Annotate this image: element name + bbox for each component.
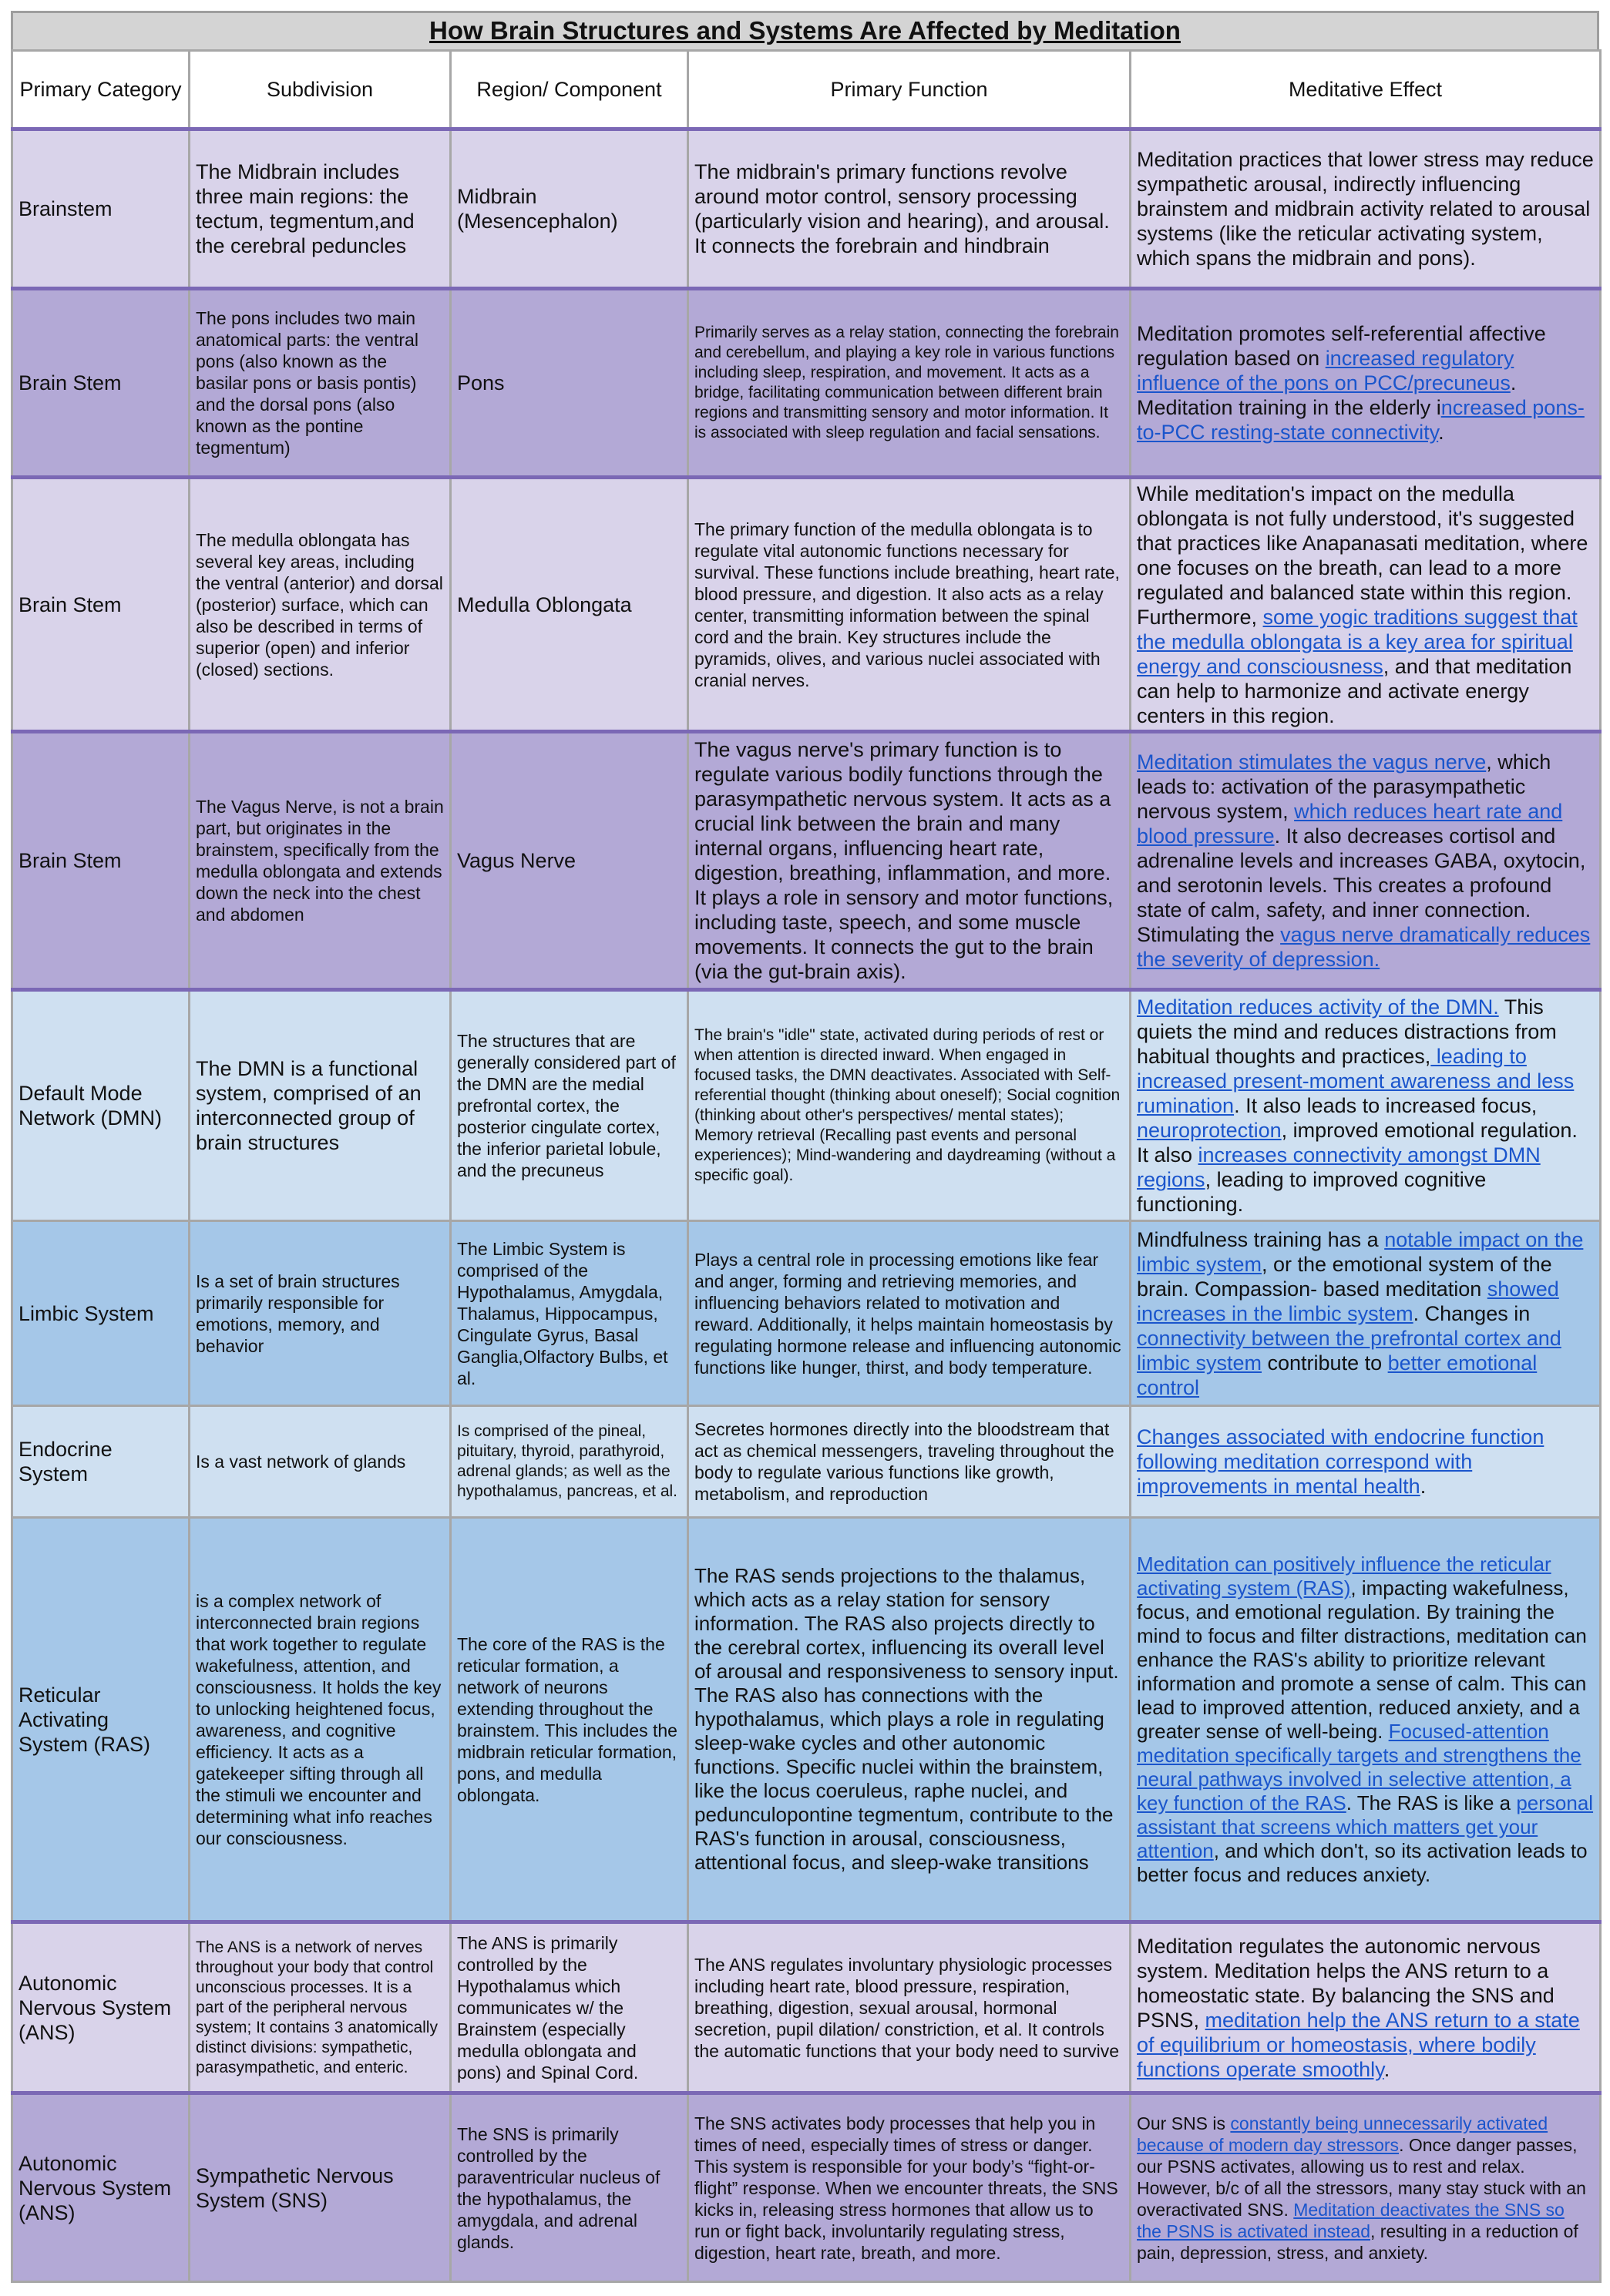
cell-region: The SNS is primarily controlled by the paraventricular nucleus of the hypothalamus, the amygdala, and adrenal glands. bbox=[451, 2093, 688, 2282]
cell-category: Default Mode Network (DMN) bbox=[12, 990, 190, 1221]
cell-subdivision: The Vagus Nerve, is not a brain part, but originates in the brainstem, specifically from the medulla oblongata and extends down the neck into the chest and abdomen bbox=[190, 732, 451, 990]
cell-function: The SNS activates body processes that help you in times of need, especially times of stress or danger. This system is responsible for your body’s “fight-or-flight” response. When we encounter threats, the SNS kicks in, releasing stress hormones that allow us to run or fight back, involuntarily regulating stress, digestion, heart rate, breath, and more. bbox=[688, 2093, 1131, 2282]
cell-function: Plays a central role in processing emotions like fear and anger, forming and retrieving memories, and influencing behaviors related to motivation and reward. Additionally, it helps maintain homeostasis by regulating hormone release and influencing autonomic functions like hunger, thirst, and body temperature. bbox=[688, 1221, 1131, 1406]
table-row bbox=[12, 478, 1601, 732]
brain-meditation-table bbox=[11, 49, 1602, 2283]
cell-subdivision: The pons includes two main anatomical parts: the ventral pons (also known as the basilar pons or basis pontis) and the dorsal pons (also known as the pontine tegmentum) bbox=[190, 289, 451, 478]
cell-function: The brain's "idle" state, activated during periods of rest or when attention is directed inward. When engaged in focused tasks, the DMN deactivates. Associated with Self-referential thought (thinking about oneself); Social cognition (thinking about other's perspectives/ mental states); Memory retrieval (Recalling past events and personal experiences); Mind-wandering and daydreaming (without a specific goal). bbox=[688, 990, 1131, 1221]
cell-region: The core of the RAS is the reticular formation, a network of neurons extending throughout the brainstem. This includes the midbrain reticular formation, pons, and medulla oblongata. bbox=[451, 1518, 688, 1922]
cell-category: Brainstem bbox=[12, 129, 190, 289]
effect-text: Meditation practices that lower stress may reduce sympathetic arousal, indirectly influencing brainstem and midbrain activity related to arousal systems (like the reticular activating system, which spans the midbrain and pons). bbox=[1137, 148, 1594, 270]
cell-effect bbox=[1131, 1221, 1601, 1406]
cell-subdivision: Is a vast network of glands bbox=[190, 1406, 451, 1518]
cell-region: Medulla Oblongata bbox=[451, 478, 688, 732]
cell-effect bbox=[1131, 990, 1601, 1221]
effect-text: , and which don't, so its activation leads to better focus and reduces anxiety. bbox=[1137, 1838, 1588, 1886]
effect-text: , improved emotional regulation. It also bbox=[1137, 1119, 1578, 1166]
table-row bbox=[12, 732, 1601, 990]
effect-text: , or the emotional system of the brain. Compassion- based meditation bbox=[1137, 1252, 1552, 1301]
table-row bbox=[12, 2093, 1601, 2282]
effect-reference-link[interactable]: ncreased pons-to-PCC resting-state connectivity bbox=[1137, 396, 1585, 444]
header-row bbox=[12, 51, 1601, 129]
cell-subdivision: is a complex network of interconnected brain regions that work together to regulate wakefulness, attention, and consciousness. It holds the key to unlocking heightened focus, awareness, and cognitive efficiency. It acts as a gatekeeper sifting through all the stimuli we encounter and determining what info reaches our consciousness. bbox=[190, 1518, 451, 1922]
cell-function: The ANS regulates involuntary physiologic processes including heart rate, blood pressure, respiration, breathing, digestion, sexual arousal, hormonal secretion, pupil dilation/ constriction, et al. It controls the automatic functions that your body need to survive bbox=[688, 1922, 1131, 2093]
effect-reference-link[interactable]: vagus nerve dramatically reduces the severity of depression. bbox=[1137, 923, 1591, 971]
header-primary-category: Primary Category bbox=[12, 51, 190, 129]
cell-effect bbox=[1131, 1922, 1601, 2093]
table-row bbox=[12, 1922, 1601, 2093]
effect-reference-link[interactable]: neuroprotection bbox=[1137, 1119, 1282, 1142]
effect-text: While meditation's impact on the medulla oblongata is not fully understood, it's suggested that practices like Anapanasati meditation, where one focuses on the breath, can lead to a more regulated and balanced state within this region. Furthermore, bbox=[1137, 482, 1588, 629]
table-row bbox=[12, 1406, 1601, 1518]
cell-function: The vagus nerve's primary function is to regulate various bodily functions through the parasympathetic nervous system. It acts as a crucial link between the brain and many internal organs, influencing heart rate, digestion, breathing, inflammation, and more. It plays a role in sensory and motor functions, including taste, speech, and some muscle movements. It connects the gut to the brain (via the gut-brain axis). bbox=[688, 732, 1131, 990]
cell-subdivision: Sympathetic Nervous System (SNS) bbox=[190, 2093, 451, 2282]
effect-reference-link[interactable]: Focused-attention meditation specifically targets and strengthens the neural pathways involved in selective attention, a key function of the RAS bbox=[1137, 1719, 1581, 1814]
table-row bbox=[12, 1518, 1601, 1922]
cell-effect bbox=[1131, 478, 1601, 732]
effect-reference-link[interactable]: increases connectivity amongst DMN regions bbox=[1137, 1143, 1541, 1191]
cell-function: Primarily serves as a relay station, connecting the forebrain and cerebellum, and playing a key role in various functions including sleep, respiration, and movement. It acts as a bridge, facilitating communication between different brain regions and transmitting sensory and motor information. It is associated with sleep regulation and facial sensations. bbox=[688, 289, 1131, 478]
cell-function: The midbrain's primary functions revolve around motor control, sensory processing (particularly vision and hearing), and arousal. It connects the forebrain and hindbrain bbox=[688, 129, 1131, 289]
cell-effect bbox=[1131, 1406, 1601, 1518]
effect-reference-link[interactable]: Meditation stimulates the vagus nerve bbox=[1137, 750, 1487, 774]
effect-reference-link[interactable]: meditation help the ANS return to a state of equilibrium or homeostasis, where bodily functions operate smoothly bbox=[1137, 2008, 1580, 2081]
effect-reference-link[interactable]: which reduces heart rate and blood pressure bbox=[1137, 800, 1563, 848]
effect-text: , resulting in a reduction of pain, depression, stress, and anxiety. bbox=[1137, 2220, 1578, 2263]
cell-subdivision: The medulla oblongata has several key areas, including the ventral (anterior) and dorsal (posterior) surface, which can also be described in terms of superior (open) and inferior (closed) sections. bbox=[190, 478, 451, 732]
cell-effect bbox=[1131, 289, 1601, 478]
effect-text: . It also decreases cortisol and adrenaline levels and increases GABA, oxytocin, and serotonin levels. This creates a profound state of calm, safety, and inner connection. Stimulating the bbox=[1137, 824, 1586, 946]
cell-region: Midbrain (Mesencephalon) bbox=[451, 129, 688, 289]
effect-text: . bbox=[1438, 421, 1444, 444]
effect-text: . Meditation training in the elderly i bbox=[1137, 371, 1517, 419]
cell-category: Autonomic Nervous System (ANS) bbox=[12, 1922, 190, 2093]
cell-effect bbox=[1131, 1518, 1601, 1922]
effect-reference-link[interactable]: leading to increased present-moment awareness and less rumination bbox=[1137, 1045, 1575, 1117]
effect-text: , which leads to: activation of the parasympathetic nervous system, bbox=[1137, 750, 1551, 823]
cell-category: Brain Stem bbox=[12, 289, 190, 478]
cell-effect bbox=[1131, 129, 1601, 289]
cell-region: The structures that are generally considered part of the DMN are the medial prefrontal cortex, the posterior cingulate cortex, the inferior parietal lobule, and the precuneus bbox=[451, 990, 688, 1221]
effect-text: . bbox=[1383, 2057, 1390, 2081]
header-function: Primary Function bbox=[688, 51, 1131, 129]
effect-reference-link[interactable]: better emotional control bbox=[1137, 1351, 1538, 1399]
table-row bbox=[12, 990, 1601, 1221]
cell-effect bbox=[1131, 732, 1601, 990]
cell-function: Secretes hormones directly into the bloodstream that act as chemical messengers, traveling throughout the body to regulate various functions like growth, metabolism, and reproduction bbox=[688, 1406, 1131, 1518]
effect-reference-link[interactable]: Meditation can positively influence the reticular activating system (RAS) bbox=[1137, 1552, 1551, 1599]
cell-function: The RAS sends projections to the thalamus, which acts as a relay station for sensory information. The RAS also projects directly to the cerebral cortex, influencing its overall level of arousal and responsiveness to sensory input. The RAS also has connections with the hypothalamus, which plays a role in regulating sleep-wake cycles and other autonomic functions. Specific nuclei within the brainstem, like the locus coeruleus, raphe nuclei, and pedunculopontine tegmentum, contribute to the RAS's function in arousal, consciousness, attentional focus, and sleep-wake transitions bbox=[688, 1518, 1131, 1922]
effect-reference-link[interactable]: Changes associated with endocrine function following meditation correspond with improvements in mental health bbox=[1137, 1425, 1544, 1498]
effect-text: . It also leads to increased focus, bbox=[1234, 1094, 1538, 1117]
effect-text: contribute to bbox=[1262, 1351, 1388, 1375]
cell-category: Limbic System bbox=[12, 1221, 190, 1406]
effect-text: , leading to improved cognitive functioning. bbox=[1137, 1168, 1487, 1216]
cell-category: Brain Stem bbox=[12, 478, 190, 732]
effect-reference-link[interactable]: connectivity between the prefrontal cortex and limbic system bbox=[1137, 1326, 1561, 1375]
header-effect: Meditative Effect bbox=[1131, 51, 1601, 129]
table-row bbox=[12, 1221, 1601, 1406]
effect-text: , impacting wakefulness, focus, and emotional regulation. By training the mind to focus and filter distractions, meditation can enhance the RAS's ability to prioritize relevant information and promote a sense of calm. This can lead to improved attention, reduced anxiety, and a greater sense of well-being. bbox=[1137, 1576, 1587, 1743]
cell-subdivision: The ANS is a network of nerves throughout your body that control unconscious processes. It is a part of the peripheral nervous system; It contains 3 anatomically distinct divisions: sympathetic, parasympathetic, and enteric. bbox=[190, 1922, 451, 2093]
effect-reference-link[interactable]: Meditation reduces activity of the DMN. bbox=[1137, 995, 1499, 1019]
effect-reference-link[interactable]: showed increases in the limbic system bbox=[1137, 1277, 1559, 1325]
cell-region: Is comprised of the pineal, pituitary, thyroid, parathyroid, adrenal glands; as well as the hypothalamus, pancreas, et al. bbox=[451, 1406, 688, 1518]
effect-reference-link[interactable]: notable impact on the limbic system bbox=[1137, 1227, 1584, 1276]
effect-reference-link[interactable]: constantly being unnecessarily activated because of modern day stressors bbox=[1137, 2113, 1548, 2155]
effect-text: Meditation regulates the autonomic nervous system. Meditation helps the ANS return to a homeostatic state. By balancing the SNS and PSNS, bbox=[1137, 1934, 1555, 2032]
cell-category: Endocrine System bbox=[12, 1406, 190, 1518]
effect-text: , and that meditation can help to harmonize and activate energy centers in this region. bbox=[1137, 654, 1572, 727]
cell-subdivision: The DMN is a functional system, comprised of an interconnected group of brain structures bbox=[190, 990, 451, 1221]
cell-region: The ANS is primarily controlled by the Hypothalamus which communicates w/ the Brainstem (especially medulla oblongata and pons) and Spinal Cord. bbox=[451, 1922, 688, 2093]
effect-reference-link[interactable]: increased regulatory influence of the pons on PCC/precuneus bbox=[1137, 347, 1514, 394]
cell-subdivision: The Midbrain includes three main regions: the tectum, tegmentum,and the cerebral peduncles bbox=[190, 129, 451, 289]
effect-text: This quiets the mind and reduces distractions from habitual thoughts and practices, bbox=[1137, 995, 1557, 1068]
effect-text: Meditation promotes self-referential affective regulation based on bbox=[1137, 322, 1546, 370]
cell-region: Vagus Nerve bbox=[451, 732, 688, 990]
cell-region: The Limbic System is comprised of the Hypothalamus, Amygdala, Thalamus, Hippocampus, Cingulate Gyrus, Basal Ganglia,Olfactory Bulbs, et al. bbox=[451, 1221, 688, 1406]
header-subdivision: Subdivision bbox=[190, 51, 451, 129]
effect-reference-link[interactable]: some yogic traditions suggest that the medulla oblongata is a key area for spiritual energy and consciousness bbox=[1137, 605, 1578, 678]
table-container bbox=[11, 11, 1599, 2283]
page-title: How Brain Structures and Systems Are Affected by Meditation bbox=[11, 11, 1599, 49]
cell-effect bbox=[1131, 2093, 1601, 2282]
header-region: Region/ Component bbox=[451, 51, 688, 129]
effect-text: Mindfulness training has a bbox=[1137, 1227, 1385, 1251]
table-row bbox=[12, 129, 1601, 289]
cell-region: Pons bbox=[451, 289, 688, 478]
cell-function: The primary function of the medulla oblongata is to regulate vital autonomic functions necessary for survival. These functions include breathing, heart rate, blood pressure, and digestion. It also acts as a relay center, transmitting information between the spinal cord and the brain. Key structures include the pyramids, olives, and various nuclei associated with cranial nerves. bbox=[688, 478, 1131, 732]
cell-category: Brain Stem bbox=[12, 732, 190, 990]
effect-text: . Changes in bbox=[1413, 1301, 1531, 1325]
cell-category: Reticular Activating System (RAS) bbox=[12, 1518, 190, 1922]
effect-reference-link[interactable]: personal assistant that screens which matters get your attention bbox=[1137, 1791, 1594, 1862]
table-row bbox=[12, 289, 1601, 478]
effect-text: . Once danger passes, our PSNS activates, allowing us to rest and relax. However, b/c of all the stressors, many stay stuck with an overactivated SNS. bbox=[1137, 2134, 1586, 2220]
effect-text: Our SNS is bbox=[1137, 2113, 1231, 2133]
cell-category: Autonomic Nervous System (ANS) bbox=[12, 2093, 190, 2282]
effect-reference-link[interactable]: Meditation deactivates the SNS so the PSNS is activated instead bbox=[1137, 2199, 1565, 2241]
cell-subdivision: Is a set of brain structures primarily responsible for emotions, memory, and behavior bbox=[190, 1221, 451, 1406]
effect-text: . bbox=[1420, 1475, 1427, 1498]
effect-text: . The RAS is like a bbox=[1346, 1791, 1517, 1814]
